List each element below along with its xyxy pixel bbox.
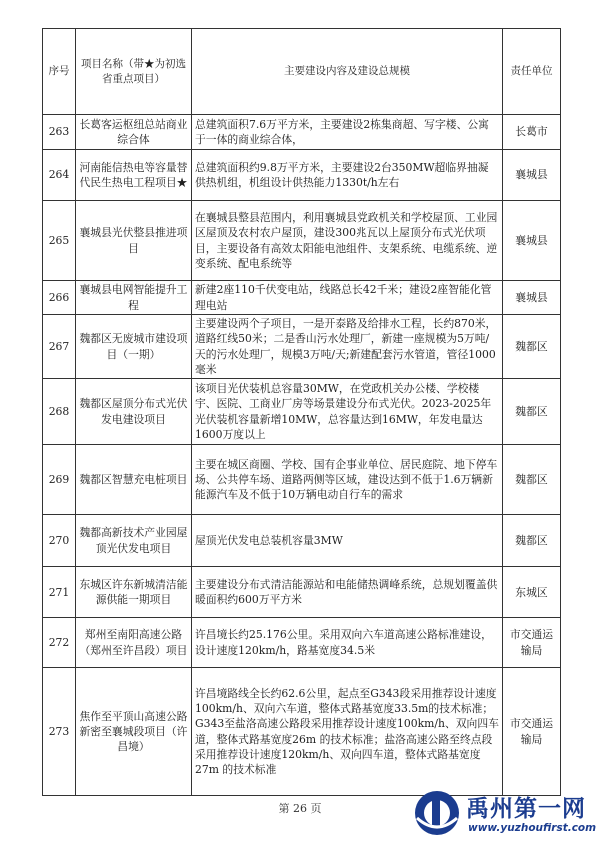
row-content: 总建筑面积7.6万平方米，主要建设2栋集商超、写字楼、公寓于一体的商业综合体， xyxy=(192,115,503,150)
table-row xyxy=(43,668,561,796)
header-content: 主要建设内容及建设总规模 xyxy=(192,29,503,115)
header-seq: 序号 xyxy=(43,29,76,115)
row-seq: 265 xyxy=(43,201,76,281)
header-responsible-unit: 责任单位 xyxy=(503,29,561,115)
row-seq: 264 xyxy=(43,150,76,201)
header-project-name: 项目名称（带★为初选省重点项目） xyxy=(76,29,192,115)
row-seq: 267 xyxy=(43,315,76,379)
row-project-name: 长葛客运枢纽总站商业综合体 xyxy=(76,115,192,150)
table-row xyxy=(43,618,561,668)
row-responsible-unit: 东城区 xyxy=(503,567,561,618)
table-row xyxy=(43,281,561,315)
row-seq: 270 xyxy=(43,515,76,567)
project-table xyxy=(42,28,561,796)
table-row xyxy=(43,150,561,201)
row-content: 主要建设两个子项目，一是开泰路及给排水工程，长约870米，道路红线50米；二是香山污水处理厂，新建一座规模为5万吨/天的污水处理厂，规模3万吨/天;新建配套污水管道，管径1000毫米 xyxy=(192,315,503,379)
row-content: 在襄城县整县范围内，利用襄城县党政机关和学校屋顶、工业园区屋顶及农村农户屋顶，建设300兆瓦以上屋顶分布式光伏项目，主要设备有高效太阳能电池组件、支架系统、电缆系统、逆变系统、配电系统等 xyxy=(192,201,503,281)
row-seq: 268 xyxy=(43,379,76,445)
row-project-name: 东城区许东新城清洁能源供能一期项目 xyxy=(76,567,192,618)
site-logo-icon xyxy=(412,788,462,838)
row-responsible-unit: 魏都区 xyxy=(503,315,561,379)
table-row xyxy=(43,567,561,618)
table-header-row xyxy=(43,29,561,115)
row-responsible-unit: 襄城县 xyxy=(503,150,561,201)
table-row xyxy=(43,315,561,379)
row-seq: 272 xyxy=(43,618,76,668)
row-seq: 269 xyxy=(43,445,76,515)
row-seq: 263 xyxy=(43,115,76,150)
watermark-url: www.yuzhoufirst.com xyxy=(468,822,597,834)
row-responsible-unit: 魏都区 xyxy=(503,515,561,567)
row-content: 许昌境长约25.176公里。采用双向六车道高速公路标准建设，设计速度120km/h，路基宽度34.5米 xyxy=(192,618,503,668)
row-responsible-unit: 市交通运输局 xyxy=(503,668,561,796)
row-seq: 273 xyxy=(43,668,76,796)
table-row xyxy=(43,115,561,150)
row-responsible-unit: 长葛市 xyxy=(503,115,561,150)
table-row xyxy=(43,379,561,445)
row-project-name: 襄城县电网智能提升工程 xyxy=(76,281,192,315)
row-content: 总建筑面积约9.8万平方米，主要建设2台350MW超临界抽凝供热机组，机组设计供热能力1330t/h左右 xyxy=(192,150,503,201)
row-responsible-unit: 襄城县 xyxy=(503,201,561,281)
row-seq: 271 xyxy=(43,567,76,618)
row-project-name: 魏都高新技术产业园屋顶光伏发电项目 xyxy=(76,515,192,567)
watermark-title: 禹州第一网 xyxy=(466,796,586,822)
row-responsible-unit: 襄城县 xyxy=(503,281,561,315)
row-content: 主要建设分布式清洁能源站和电能储热调峰系统，总规划覆盖供暖面积约600万平方米 xyxy=(192,567,503,618)
row-content: 该项目光伏装机总容量30MW，在党政机关办公楼、学校楼宇、医院、工商业厂房等场景建设分布式光伏。2023-2025年光伏装机容量新增10MW，总容量达到16MW，年发电量达1600万度以上 xyxy=(192,379,503,445)
table-row xyxy=(43,201,561,281)
table-row xyxy=(43,445,561,515)
row-project-name: 魏都区智慧充电桩项目 xyxy=(76,445,192,515)
row-content: 屋顶光伏发电总装机容量3MW xyxy=(192,515,503,567)
row-project-name: 焦作至平顶山高速公路新密至襄城段项目（许昌境） xyxy=(76,668,192,796)
row-seq: 266 xyxy=(43,281,76,315)
site-watermark xyxy=(412,786,600,844)
row-project-name: 魏都区屋顶分布式光伏发电建设项目 xyxy=(76,379,192,445)
row-content: 主要在城区商圈、学校、国有企事业单位、居民庭院、地下停车场、公共停车场、道路两侧等区域，建设达到不低于1.6万辆新能源汽车及不低于10万辆电动自行车的需求 xyxy=(192,445,503,515)
row-content: 新建2座110千伏变电站，线路总长42千米；建设2座智能化管理电站 xyxy=(192,281,503,315)
row-project-name: 河南能信热电等容量替代民生热电工程项目★ xyxy=(76,150,192,201)
row-content: 许昌境路线全长约62.6公里，起点至G343段采用推荐设计速度100km/h、双向六车道，整体式路基宽度33.5m的技术标准；G343至盐洛高速公路段采用推荐设计速度100km/h、双向四车道，整体式路基宽度26m 的技术标准；盐洛高速公路至终点段采用推荐设计速度120km/h、双向四车道，整体式路基宽度27m 的技术标准 xyxy=(192,668,503,796)
row-project-name: 郑州至南阳高速公路（郑州至许昌段）项目 xyxy=(76,618,192,668)
row-project-name: 襄城县光伏整县推进项目 xyxy=(76,201,192,281)
row-responsible-unit: 魏都区 xyxy=(503,379,561,445)
row-responsible-unit: 魏都区 xyxy=(503,445,561,515)
row-responsible-unit: 市交通运输局 xyxy=(503,618,561,668)
row-project-name: 魏都区无废城市建设项目（一期） xyxy=(76,315,192,379)
page-number: 第 26 页 xyxy=(278,802,322,815)
table-row xyxy=(43,515,561,567)
